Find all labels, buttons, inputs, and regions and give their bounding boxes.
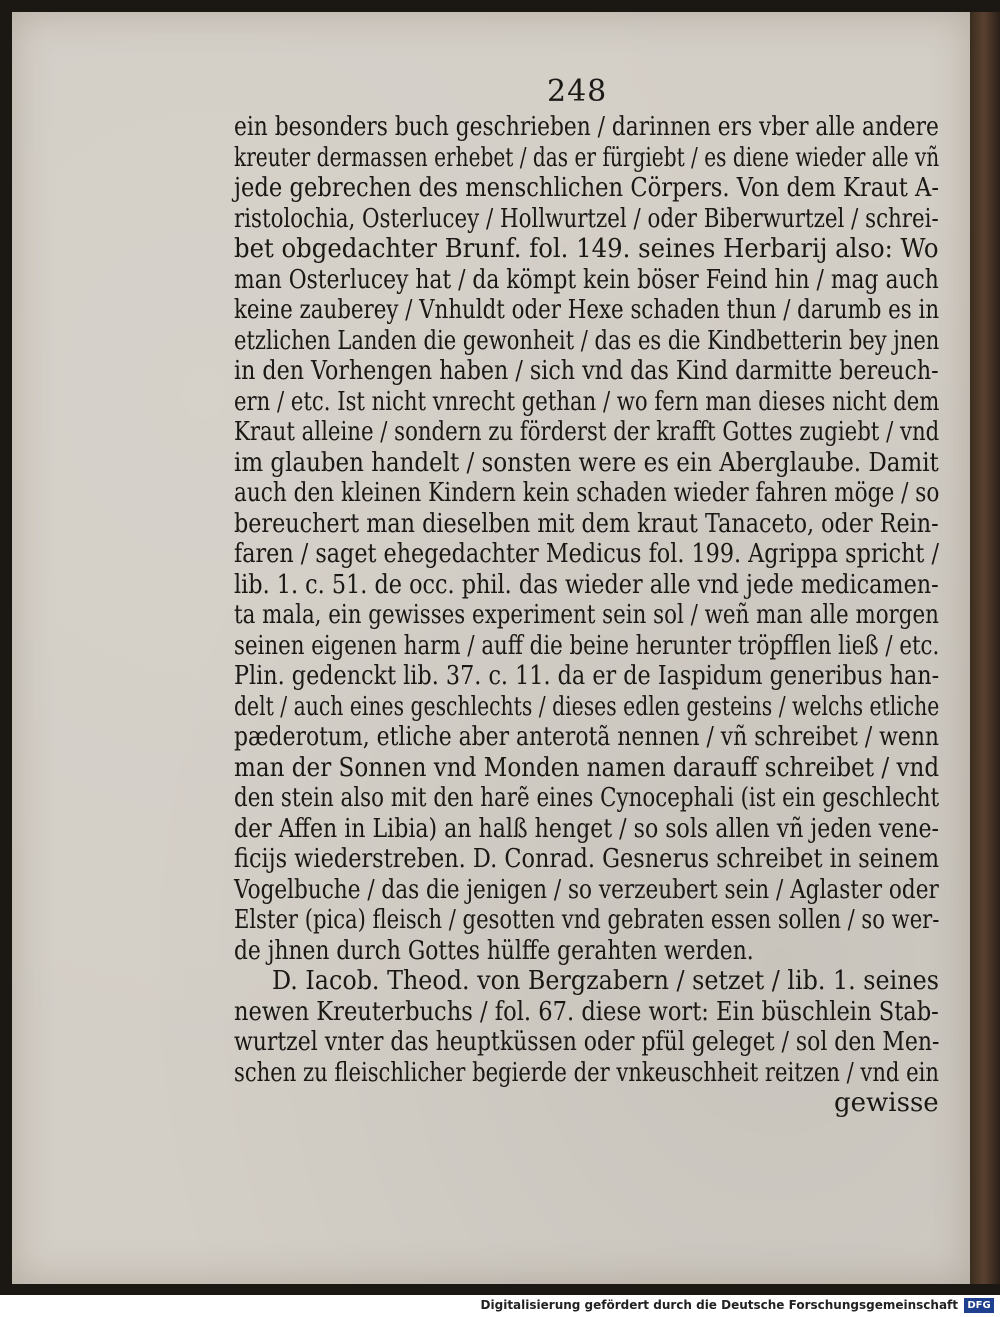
text-line: Kraut alleine / sondern zu förderst der krafft Gottes zugiebt / vnd — [234, 417, 940, 447]
text-line: jede gebrechen des menschlichen Cörpers. Von dem Kraut A- — [234, 173, 940, 203]
text-block — [234, 110, 944, 1130]
text-line: man Osterlucey hat / da kömpt kein böser Feind hin / mag auch — [234, 264, 939, 295]
text-line: etzlichen Landen die gewonheit / das es die Kindbetterin bey jnen — [234, 325, 940, 356]
text-line: ta mala, ein gewisses experiment sein sol / weñ man alle morgen — [234, 600, 939, 630]
footer-bar — [0, 1295, 1000, 1317]
catchword: gewisse — [834, 1088, 939, 1118]
text-line: delt / auch eines geschlechts / dieses edlen gesteins / welchs etliche — [234, 691, 940, 722]
text-line: den stein also mit den harẽ eines Cynocephali (ist ein geschlecht — [234, 783, 940, 813]
text-line: im glauben handelt / sonsten were es ein Aberglaube. Damit — [234, 447, 939, 478]
book-page — [12, 12, 970, 1284]
text-line: ern / etc. Ist nicht vnrecht gethan / wo fern man dieses nicht dem — [234, 386, 940, 417]
text-line: seinen eigenen harm / auff die beine herunter tröpfflen ließ / etc. — [234, 630, 940, 661]
text-line: de jhnen durch Gottes hülffe gerahten werden. — [234, 935, 754, 966]
text-line: in den Vorhengen haben / sich vnd das Kind darmitte bereuch- — [234, 356, 939, 386]
text-line: faren / saget ehegedachter Medicus fol. 199. Agrippa spricht / — [234, 539, 939, 569]
text-line: Plin. gedenckt lib. 37. c. 11. da er de Iaspidum generibus han- — [234, 661, 940, 691]
text-line: lib. 1. c. 51. de occ. phil. das wieder alle vnd jede medicamen- — [234, 569, 939, 600]
text-line: Vogelbuche / das die jenigen / so verzeubert sein / Aglaster oder — [234, 874, 939, 905]
text-line: der Affen in Libia) an halß henget / so sols allen vñ jeden vene- — [234, 813, 939, 844]
dfg-logo: DFG — [964, 1298, 994, 1313]
text-line: bereuchert man dieselben mit dem kraut Tanaceto, oder Rein- — [234, 508, 939, 539]
text-line: schen zu fleischlicher begierde der vnkeuschheit reitzen / vnd ein — [234, 1057, 939, 1088]
text-line: newen Kreuterbuchs / fol. 67. diese wort: Ein büschlein Stab- — [234, 996, 939, 1027]
text-line: kreuter dermassen erhebet / das er fürgiebt / es diene wieder alle vñ — [234, 142, 940, 173]
text-line: bet obgedachter Brunf. fol. 149. seines Herbarij also: Wo — [234, 234, 939, 264]
page-number: 248 — [547, 74, 608, 109]
text-line: D. Iacob. Theod. von Bergzabern / setzet / lib. 1. seines — [272, 966, 939, 996]
text-line: auch den kleinen Kindern kein schaden wieder fahren möge / so — [234, 478, 940, 508]
text-line: ein besonders buch geschrieben / darinnen ers vber alle andere — [234, 112, 939, 142]
text-line: wurtzel vnter das heuptküssen oder pfül geleget / sol den Men- — [234, 1027, 940, 1057]
text-line: pæderotum, etliche aber anterotã nennen / vñ schreibet / wenn — [234, 722, 940, 752]
funding-notice: Digitalisierung gefördert durch die Deutsche Forschungsgemeinschaft — [480, 1298, 958, 1312]
text-line: Elster (pica) fleisch / gesotten vnd gebraten essen sollen / so wer- — [234, 905, 940, 935]
text-line: man der Sonnen vnd Monden namen darauff schreibet / vnd — [234, 752, 940, 783]
text-line: keine zauberey / Vnhuldt oder Hexe schaden thun / darumb es in — [234, 295, 940, 325]
text-line: ficijs wiederstreben. D. Conrad. Gesnerus schreibet in seinem — [234, 844, 940, 874]
text-line: ristolochia, Osterlucey / Hollwurtzel / oder Biberwurtzel / schrei- — [234, 203, 939, 234]
book-spine — [970, 12, 1000, 1284]
